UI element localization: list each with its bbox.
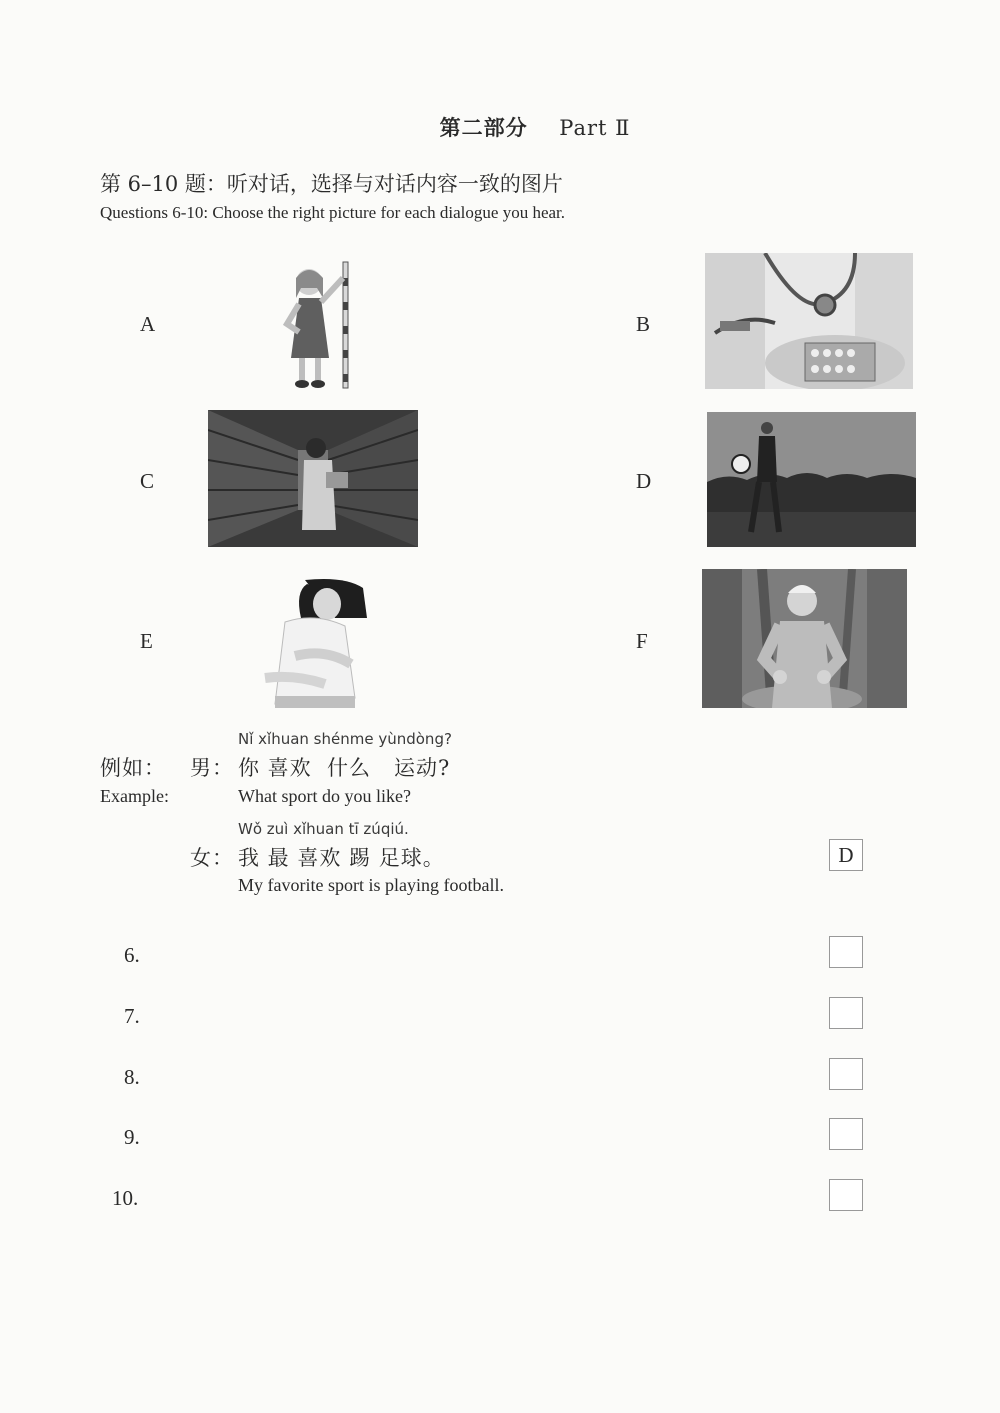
picture-label-f: F xyxy=(636,629,648,653)
question-7-number: 7. xyxy=(124,1004,140,1028)
picture-c-library[interactable] xyxy=(208,410,418,547)
picture-label-b: B xyxy=(636,312,651,336)
question-9-number: 9. xyxy=(124,1125,140,1149)
example-male-english: What sport do you like? xyxy=(238,786,411,806)
picture-label-c: C xyxy=(140,469,155,493)
question-8-answer-box[interactable] xyxy=(829,1058,863,1090)
picture-label-e: E xyxy=(140,629,153,653)
picture-d-football-player[interactable] xyxy=(707,412,916,547)
picture-label-d: D xyxy=(636,469,652,493)
section-title xyxy=(0,112,1000,142)
question-10-answer-box[interactable] xyxy=(829,1179,863,1211)
picture-b-doctor-medicine[interactable] xyxy=(705,253,913,389)
question-8-number: 8. xyxy=(124,1065,140,1089)
question-6-number: 6. xyxy=(124,943,140,967)
example-male-speaker: 男： xyxy=(190,756,234,780)
question-6-answer-box[interactable] xyxy=(829,936,863,968)
question-7-answer-box[interactable] xyxy=(829,997,863,1029)
picture-a-girl-measuring[interactable] xyxy=(265,258,365,390)
picture-f-old-man-jogging[interactable] xyxy=(702,569,907,708)
example-label-zh: 例如： xyxy=(100,756,166,780)
example-answer-box: D xyxy=(829,839,863,871)
picture-label-a: A xyxy=(140,312,156,336)
example-female-hanzi: 我 最 喜欢 踢 足球。 xyxy=(238,846,445,870)
example-male-pinyin: Nǐ xǐhuan shénme yùndòng? xyxy=(238,730,452,748)
example-female-speaker: 女： xyxy=(190,846,234,870)
example-label-en: Example: xyxy=(100,786,169,806)
instruction-en: Questions 6-10: Choose the right picture for each dialogue you hear. xyxy=(100,203,566,222)
question-10-number: 10. xyxy=(112,1186,139,1210)
picture-e-woman-stomachache[interactable] xyxy=(255,578,370,708)
example-female-pinyin: Wǒ zuì xǐhuan tī zúqiú. xyxy=(238,820,409,838)
instruction-zh: 第 6–10 题：听对话，选择与对话内容一致的图片 xyxy=(100,172,563,196)
section-title-zh: 第二部分 xyxy=(439,115,528,140)
example-female-english: My favorite sport is playing football. xyxy=(238,875,504,895)
question-9-answer-box[interactable] xyxy=(829,1118,863,1150)
example-male-hanzi: 你 喜欢 什么 运动? xyxy=(238,756,451,780)
section-title-en: Part Ⅱ xyxy=(559,116,631,140)
